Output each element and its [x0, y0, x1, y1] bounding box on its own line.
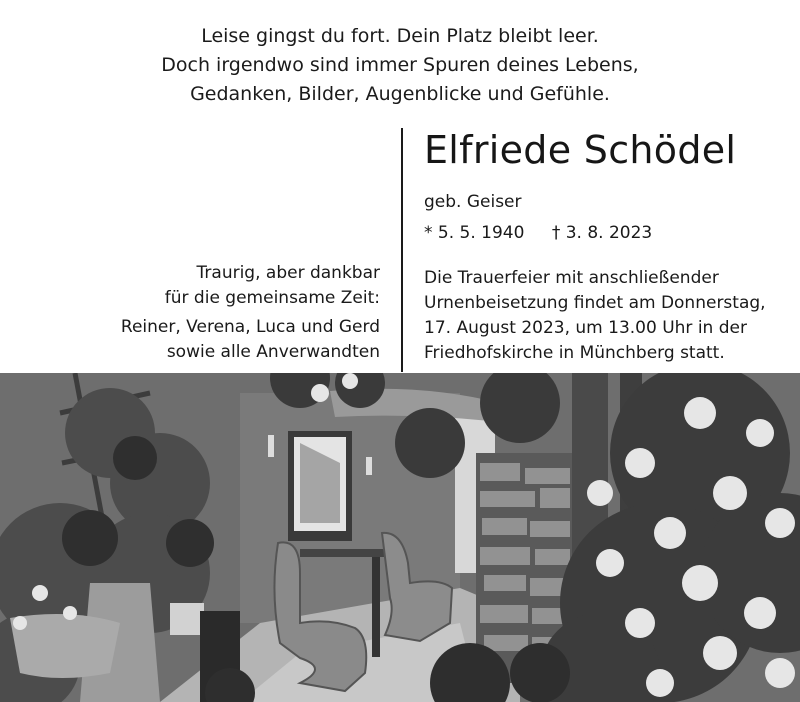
verse-line: Gedanken, Bilder, Augenblicke und Gefühle.	[190, 83, 610, 105]
garden-photo	[0, 373, 800, 702]
mourners-intro-line: für die gemeinsame Zeit:	[164, 288, 380, 308]
mourners-names-line: sowie alle Anverwandten	[166, 342, 380, 362]
death-date: † 3. 8. 2023	[551, 223, 653, 243]
birth-name: geb. Geiser	[424, 192, 522, 212]
service-line: 17. August 2023, um 13.00 Uhr in der	[424, 318, 747, 338]
memorial-verse	[0, 22, 800, 109]
mourners-names-line: Reiner, Verena, Luca und Gerd	[120, 317, 380, 337]
deceased-name: Elfriede Schödel	[424, 128, 737, 172]
service-line: Urnenbeisetzung findet am Donnerstag,	[424, 293, 766, 313]
mourners-names	[0, 315, 380, 365]
service-line: Friedhofskirche in Münchberg statt.	[424, 343, 725, 363]
vertical-divider	[401, 128, 403, 372]
service-line: Die Trauerfeier mit anschließender	[424, 268, 719, 288]
verse-line: Leise gingst du fort. Dein Platz bleibt leer.	[201, 25, 599, 47]
mourners-intro-line: Traurig, aber dankbar	[196, 263, 380, 283]
verse-line: Doch irgendwo sind immer Spuren deines Lebens,	[161, 54, 639, 76]
life-dates	[424, 221, 652, 245]
mourners-intro	[0, 261, 380, 311]
funeral-service-notice	[424, 266, 766, 366]
birth-date: * 5. 5. 1940	[424, 223, 525, 243]
